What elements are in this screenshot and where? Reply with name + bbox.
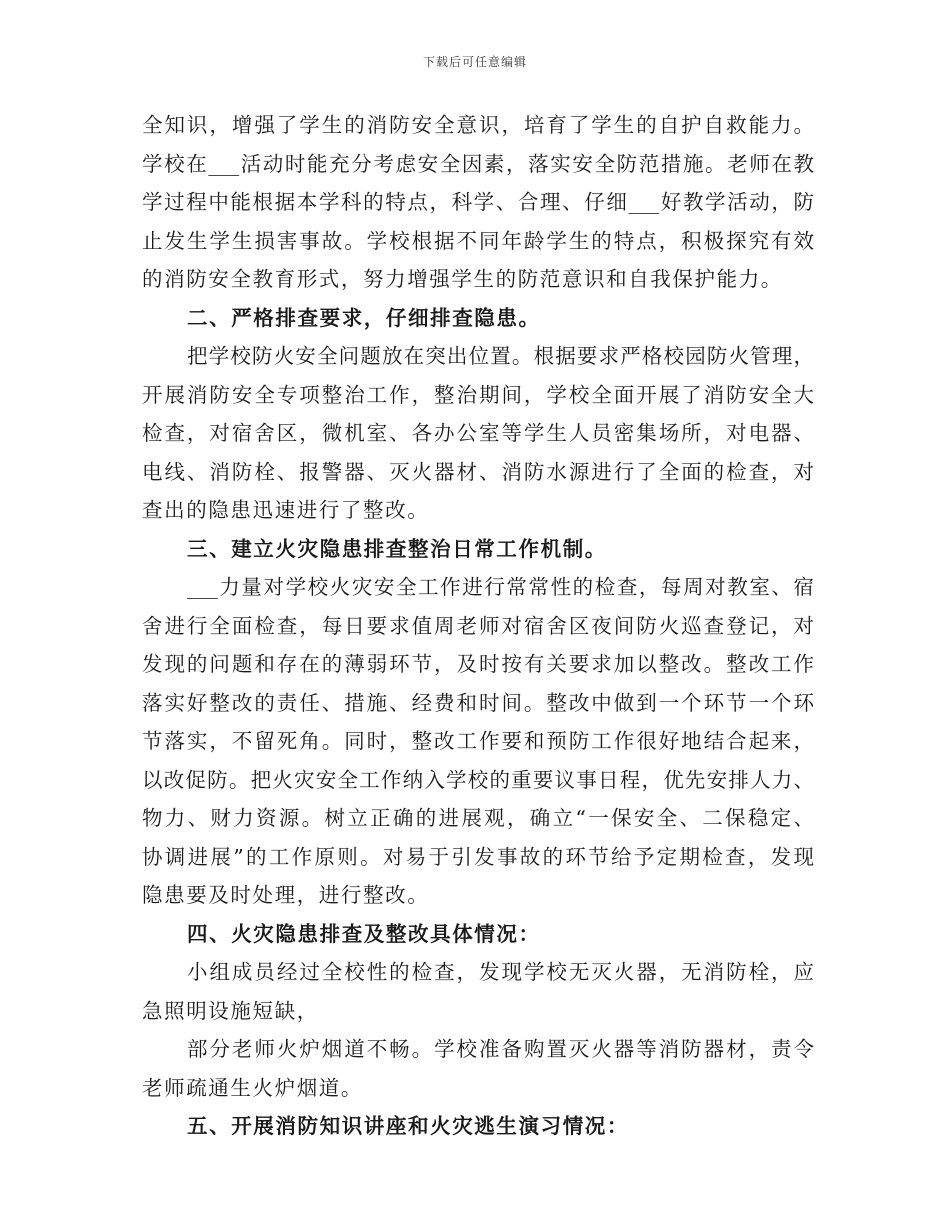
text-line: 发现的问题和存在的薄弱环节，及时按有关要求加以整改。整改工作: [142, 652, 814, 676]
text-line: 隐患要及时处理，进行整改。: [142, 883, 430, 907]
section-heading: 四、火灾隐患排查及整改具体情况：: [187, 921, 541, 946]
text-line: 查出的隐患迅速进行了整改。: [142, 498, 430, 522]
text-line: 把学校防火安全问题放在突出位置。根据要求严格校园防火管理，: [187, 344, 814, 368]
text-line: 急照明设施短缺，: [142, 998, 319, 1023]
text-line: 电线、消防栓、报警器、灭火器材、消防水源进行了全面的检查，对: [142, 459, 814, 484]
text-line: 节落实，不留死角。同时，整改工作要和预防工作很好地结合起来，: [142, 729, 814, 753]
text-line: 落实好整改的责任、措施、经费和时间。整改中做到一个环节一个环: [142, 690, 814, 715]
text-line: 协调进展”的工作原则。对易于引发事故的环节给予定期检查，发现: [142, 844, 814, 869]
text-line: 学校在___活动时能充分考虑安全因素，落实安全防范措施。老师在教: [142, 151, 814, 176]
section-heading: 二、严格排查要求，仔细排查隐患。: [187, 305, 541, 330]
document-body: [142, 106, 814, 1146]
text-line: 全知识，增强了学生的消防安全意识，培育了学生的自护自救能力。: [142, 113, 814, 137]
page-header: 下载后可任意编辑: [422, 55, 527, 69]
text-line: 检查，对宿舍区，微机室、各办公室等学生人员密集场所，对电器、: [142, 421, 814, 445]
section-heading: 五、开展消防知识讲座和火灾逃生演习情况：: [187, 1114, 629, 1138]
text-line: 小组成员经过全校性的检查，发现学校无灭火器，无消防栓，应: [187, 960, 814, 984]
section-heading: 三、建立火灾隐患排查整治日常工作机制。: [187, 536, 607, 561]
text-line: 开展消防安全专项整治工作，整治期间，学校全面开展了消防安全大: [142, 382, 814, 407]
text-line: 止发生学生损害事故。学校根据不同年龄学生的特点，积极探究有效: [142, 228, 814, 253]
text-line: 老师疏通生火炉烟道。: [142, 1075, 363, 1100]
text-line: 部分老师火炉烟道不畅。学校准备购置灭火器等消防器材，责令: [187, 1037, 814, 1061]
text-line: ___力量对学校火灾安全工作进行常常性的检查，每周对教室、宿: [187, 575, 814, 599]
text-line: 学过程中能根据本学科的特点，科学、合理、仔细___好教学活动，防: [142, 190, 814, 214]
text-line: 的消防安全教育形式，努力增强学生的防范意识和自我保护能力。: [142, 267, 783, 291]
text-line: 物力、财力资源。树立正确的进展观，确立“一保安全、二保稳定、: [142, 806, 814, 830]
text-line: 以改促防。把火灾安全工作纳入学校的重要议事日程，优先安排人力、: [142, 767, 814, 792]
text-line: 舍进行全面检查，每日要求值周老师对宿舍区夜间防火巡查登记，对: [142, 613, 814, 638]
